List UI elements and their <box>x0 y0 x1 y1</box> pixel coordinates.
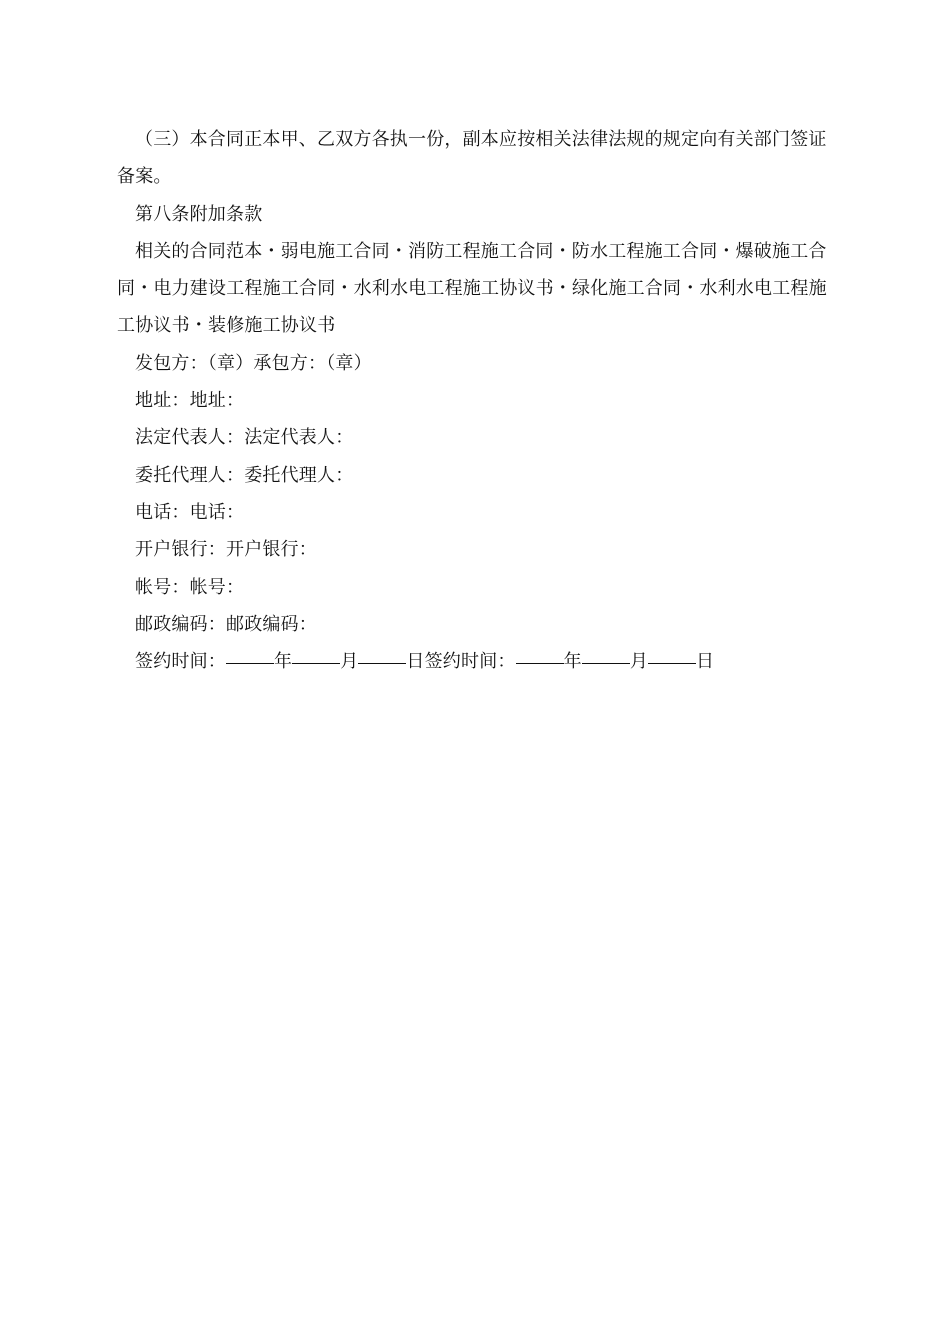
day-label-2: 日 <box>696 651 715 673</box>
postcode-line: 邮政编码：邮政编码： <box>135 613 317 635</box>
month-blank-2 <box>582 662 630 664</box>
agent-line: 委托代理人：委托代理人： <box>135 464 354 486</box>
year-blank <box>226 662 274 664</box>
clause-3-paragraph: （三）本合同正本甲、乙双方各执一份，副本应按相关法律法规的规定向有关部门签证备案。 <box>117 129 827 188</box>
sign-time-label: 签约时间： <box>135 651 226 673</box>
year-label: 年 <box>274 651 293 673</box>
month-label: 月 <box>340 651 359 673</box>
month-label-2: 月 <box>629 651 649 673</box>
legal-rep-line: 法定代表人：法定代表人： <box>135 427 354 449</box>
phone-line: 电话：电话： <box>135 501 245 523</box>
year-blank-2 <box>516 662 564 664</box>
article-8-title: 第八条附加条款 <box>135 203 263 225</box>
sign-time-line <box>117 643 835 680</box>
address-line: 地址：地址： <box>135 390 245 412</box>
related-templates-paragraph: 相关的合同范本・弱电施工合同・消防工程施工合同・防水工程施工合同・爆破施工合同・电力建设工程施工合同・水利水电工程施工协议书・绿化施工合同・水利水电工程施工协议书・装修施工协议书 <box>117 240 827 337</box>
contract-body <box>117 121 835 680</box>
day-blank <box>358 662 406 664</box>
account-line: 帐号：帐号： <box>135 576 245 598</box>
year-label-2: 年 <box>563 651 582 673</box>
month-blank <box>292 662 340 664</box>
day-sign-time-label: 日签约时间： <box>406 651 516 673</box>
bank-line: 开户银行：开户银行： <box>135 539 317 561</box>
parties-line: 发包方：（章）承包方：（章） <box>135 352 372 374</box>
day-blank-2 <box>648 662 696 664</box>
